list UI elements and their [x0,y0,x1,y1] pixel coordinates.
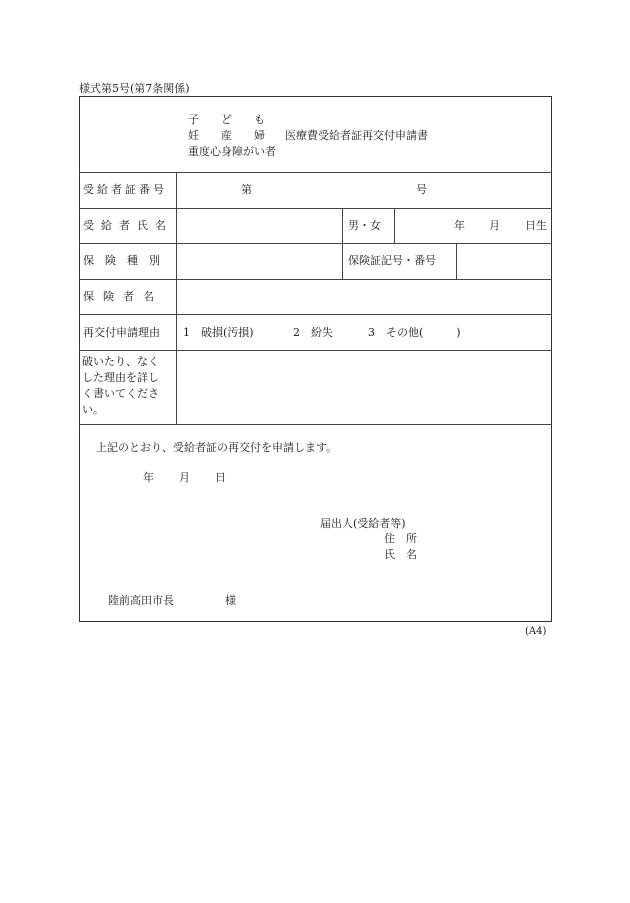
insurance-type-label: 保険種別 [83,254,171,267]
label-column-divider [176,172,177,424]
form-title: 医療費受給者証再交付申請書 [285,129,428,142]
title-line-disabled: 重度心身障がい者 [188,145,276,158]
row-divider [79,279,552,280]
column-divider [394,208,395,243]
reissue-reason-label: 再交付申請理由 [83,326,160,339]
row-divider [79,208,552,209]
addressee-mayor: 陸前高田市長 [108,594,174,607]
declaration-statement: 上記のとおり、受給者証の再交付を申請します。 [96,441,338,454]
title-line-expectant: 妊 産 婦 [188,129,265,142]
insurance-card-number-label: 保険証記号・番号 [348,254,436,267]
insurance-card-number-field[interactable] [458,245,550,277]
sex-selector[interactable]: 男・女 [348,219,381,232]
applicant-label: 届出人(受給者等) [320,517,406,530]
form-number: 様式第5号(第7条関係) [79,82,190,95]
reason-option-other[interactable]: 3 その他( ) [368,326,461,339]
explanation-label-line: 破いたり、なく [82,355,159,368]
insurer-name-label: 保険者名 [83,290,163,303]
explanation-field[interactable] [178,352,550,422]
honorific: 様 [225,594,236,607]
insurer-name-field[interactable] [178,281,550,312]
date-day-unit: 日 [215,471,226,484]
reason-option-damaged[interactable]: 1 破損(汚損) [183,326,254,339]
birth-day-unit: 日生 [525,219,547,232]
column-divider [342,208,343,279]
recipient-number-suffix: 号 [416,183,427,196]
recipient-name-field[interactable] [178,210,340,241]
column-divider [456,243,457,279]
row-divider [79,243,552,244]
title-line-children: 子 ど も [188,113,265,126]
row-divider [79,350,552,351]
explanation-label-line: した理由を詳し [82,371,159,384]
recipient-number-label: 受給者証番号 [83,183,167,196]
date-month-unit: 月 [179,471,190,484]
recipient-number-field[interactable] [258,176,408,204]
name-label: 氏 名 [384,548,417,561]
paper-size-note: (A4) [525,626,547,637]
address-label: 住 所 [384,532,417,545]
reason-option-lost[interactable]: 2 紛失 [293,326,333,339]
recipient-number-prefix: 第 [241,183,252,196]
insurance-type-field[interactable] [178,245,340,277]
recipient-name-label: 受給者氏名 [83,219,173,232]
row-divider [79,314,552,315]
birth-year-unit: 年 [454,219,465,232]
birth-month-unit: 月 [489,219,500,232]
row-divider [79,172,552,173]
explanation-label-line: く書いてくださ [82,387,159,400]
date-year-unit: 年 [143,471,154,484]
row-divider [79,424,552,425]
explanation-label-line: い。 [82,403,104,416]
